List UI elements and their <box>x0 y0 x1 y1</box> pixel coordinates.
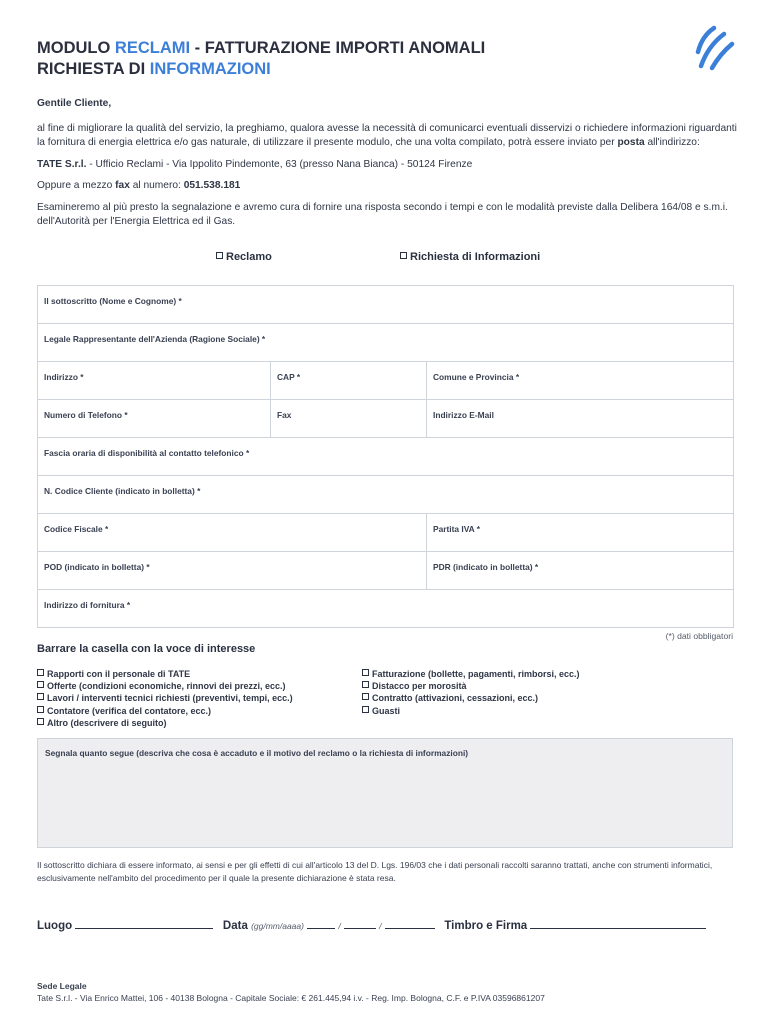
interest-checkbox[interactable] <box>362 693 369 700</box>
interest-checkbox[interactable] <box>37 669 44 676</box>
comune-provincia-field[interactable]: Comune e Provincia * <box>427 362 734 399</box>
interest-option[interactable]: Lavori / interventi tecnici richiesti (preventivi, tempi, ecc.) <box>37 692 293 704</box>
nome-cognome-field[interactable]: Il sottoscritto (Nome e Cognome) * <box>38 286 734 323</box>
form-row <box>38 590 734 628</box>
luogo-blank[interactable] <box>75 919 213 929</box>
interest-option[interactable]: Fatturazione (bollette, pagamenti, rimborsi, ecc.) <box>362 668 580 680</box>
greeting: Gentile Cliente, <box>37 98 112 109</box>
date-month-blank[interactable] <box>344 919 376 929</box>
required-fields-note: (*) dati obbligatori <box>665 631 733 641</box>
form-row <box>38 362 734 400</box>
interest-checkbox[interactable] <box>362 681 369 688</box>
interest-checkbox[interactable] <box>362 706 369 713</box>
luogo-label: Luogo <box>37 920 73 932</box>
signature-line: Luogo Data (gg/mm/aaaa) / / Timbro e Firma <box>37 919 706 932</box>
interest-checkbox[interactable] <box>37 693 44 700</box>
ragione-sociale-field[interactable]: Legale Rappresentante dell'Azienda (Ragione Sociale) * <box>38 324 734 361</box>
form-row <box>38 286 734 324</box>
title-highlight-informazioni: INFORMAZIONI <box>149 60 271 78</box>
interest-right-list <box>362 668 580 717</box>
footer-text: Tate S.r.l. - Via Enrico Mattei, 106 - 40138 Bologna - Capitale Sociale: € 261.445,94 i.v. - Reg. Imp. Bologna, C.F. e P.IVA 03596861207 <box>37 993 545 1003</box>
date-format-hint: (gg/mm/aaaa) <box>251 921 304 931</box>
interest-checkbox[interactable] <box>37 681 44 688</box>
page-title <box>37 38 485 80</box>
fax-field[interactable]: Fax <box>271 400 427 437</box>
pdr-field[interactable]: PDR (indicato in bolletta) * <box>427 552 734 589</box>
customer-form-grid <box>37 285 734 628</box>
interest-checkbox[interactable] <box>37 718 44 725</box>
telefono-field[interactable]: Numero di Telefono * <box>38 400 271 437</box>
interest-option[interactable]: Rapporti con il personale di TATE <box>37 668 293 680</box>
reclamo-checkbox[interactable] <box>216 252 223 259</box>
interest-option[interactable]: Guasti <box>362 705 580 717</box>
form-row <box>38 400 734 438</box>
interest-section-title: Barrare la casella con la voce di interesse <box>37 643 256 655</box>
privacy-statement: Il sottoscritto dichiara di essere informato, ai sensi e per gli effetti di cui all'articolo 13 del D. Lgs. 196/03 che i dati personali raccolti saranno trattati, anche con strumenti informatici, esclusivamente nell'ambito del procedimento per il quale la presente dichiarazione è stata resa. <box>37 860 713 883</box>
codice-cliente-field[interactable]: N. Codice Cliente (indicato in bolletta) * <box>38 476 734 513</box>
report-label: Segnala quanto segue (descriva che cosa è accaduto e il motivo del reclamo o la richiesta di informazioni) <box>45 748 469 758</box>
indirizzo-fornitura-field[interactable]: Indirizzo di fornitura * <box>38 590 734 627</box>
reclamo-option[interactable]: Reclamo <box>216 251 272 263</box>
fascia-oraria-field[interactable]: Fascia oraria di disponibilità al contatto telefonico * <box>38 438 734 475</box>
fax-line: Oppure a mezzo fax al numero: 051.538.181 <box>37 180 241 191</box>
pod-field[interactable]: POD (indicato in bolletta) * <box>38 552 427 589</box>
interest-checkbox[interactable] <box>37 706 44 713</box>
indirizzo-field[interactable]: Indirizzo * <box>38 362 271 399</box>
email-field[interactable]: Indirizzo E-Mail <box>427 400 734 437</box>
interest-checkbox[interactable] <box>362 669 369 676</box>
firma-blank[interactable] <box>530 919 706 929</box>
data-label: Data <box>222 920 248 932</box>
title-highlight-reclami: RECLAMI <box>114 39 191 57</box>
partita-iva-field[interactable]: Partita IVA * <box>427 514 734 551</box>
richiesta-option[interactable]: Richiesta di Informazioni <box>400 251 540 263</box>
response-paragraph: Esamineremo al più presto la segnalazione e avremo cura di fornire una risposta secondo i tempi e con le modalità previste dalla Delibera 164/08 e s.m.i. dell'Autorità per l'Energia Elettrica ed il Gas. <box>37 201 728 227</box>
form-row <box>38 514 734 552</box>
footer-heading: Sede Legale <box>37 981 87 991</box>
date-day-blank[interactable] <box>307 919 335 929</box>
footer <box>37 980 545 1004</box>
fax-number: 051.538.181 <box>183 180 241 191</box>
timbro-firma-label: Timbro e Firma <box>444 920 528 932</box>
interest-left-list <box>37 668 293 729</box>
interest-option[interactable]: Altro (descrivere di seguito) <box>37 717 293 729</box>
interest-option[interactable]: Distacco per morosità <box>362 680 580 692</box>
tate-stripes-logo-icon <box>688 22 740 72</box>
postal-address: TATE S.r.l. - Ufficio Reclami - Via Ippolito Pindemonte, 63 (presso Nana Bianca) - 50124 Firenze <box>37 158 473 170</box>
title-line-2: RICHIESTA DI INFORMAZIONI <box>37 60 271 78</box>
interest-option[interactable]: Contratto (attivazioni, cessazioni, ecc.) <box>362 692 580 704</box>
intro-section <box>37 97 738 237</box>
date-year-blank[interactable] <box>385 919 435 929</box>
cap-field[interactable]: CAP * <box>271 362 427 399</box>
form-row <box>38 324 734 362</box>
codice-fiscale-field[interactable]: Codice Fiscale * <box>38 514 427 551</box>
form-row <box>38 438 734 476</box>
form-row <box>38 476 734 514</box>
interest-option[interactable]: Offerte (condizioni economiche, rinnovi dei prezzi, ecc.) <box>37 680 293 692</box>
form-row <box>38 552 734 590</box>
richiesta-checkbox[interactable] <box>400 252 407 259</box>
interest-option[interactable]: Contatore (verifica del contatore, ecc.) <box>37 705 293 717</box>
report-textarea[interactable] <box>37 738 733 848</box>
intro-paragraph: al fine di migliorare la qualità del servizio, la preghiamo, qualora avesse la necessità di comunicarci eventuali disservizi o richiedere informazioni riguardanti la fornitura di energia elettrica e/o gas naturale, di utilizzare il presente modulo, che una volta compilato, potrà essere inviato per posta all'indirizzo: <box>37 122 737 148</box>
title-line-1: MODULO RECLAMI - FATTURAZIONE IMPORTI ANOMALI <box>37 39 486 57</box>
